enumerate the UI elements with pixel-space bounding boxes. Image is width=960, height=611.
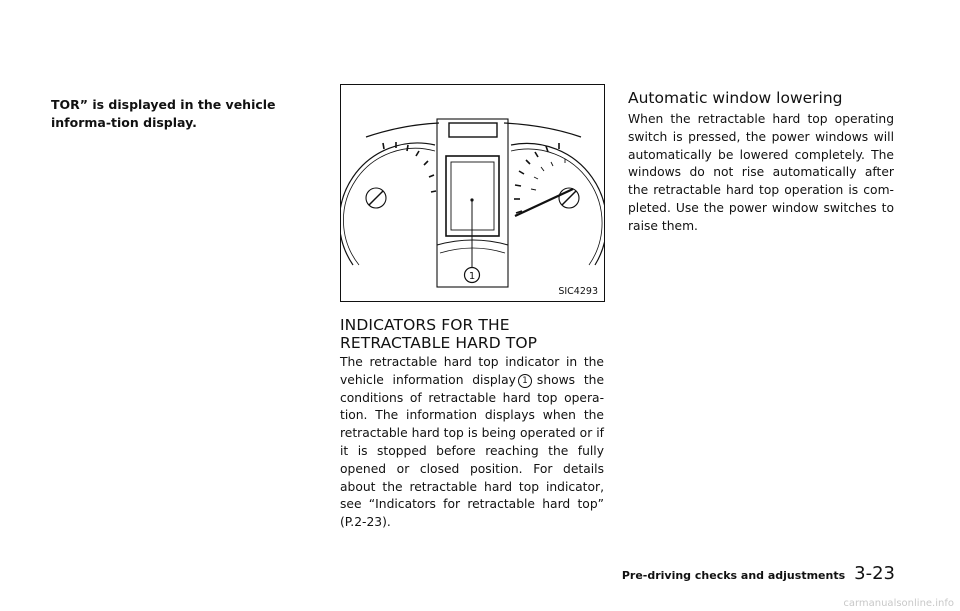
instrument-cluster-figure — [340, 84, 605, 302]
page-footer — [622, 563, 895, 584]
continued-paragraph: TOR” is displayed in the vehicle informa-tion display. — [51, 97, 276, 130]
section-body-start: The retractable hard top indicator in the vehicle information display — [340, 355, 604, 387]
footer-section-title: Pre-driving checks and adjustments — [621, 569, 846, 582]
side-body: When the retractable hard top operating switch is pressed, the power windows will automatically be lowered completely. The windows do not rise automatically after the retractable hard top operation is com-pleted. Use the power window switches to raise them. — [628, 112, 894, 233]
figure-id: SIC4293 — [558, 286, 598, 297]
section-body — [340, 354, 604, 532]
section-heading: INDICATORS FOR THE RETRACTABLE HARD TOP — [340, 316, 538, 352]
callout-marker: 1 — [518, 374, 532, 388]
watermark: carmanualsonline.info — [843, 598, 954, 609]
page-number: 3-23 — [854, 563, 895, 584]
section-body-end: shows the conditions of retractable hard top opera-tion. The information displays when the retractable hard top is being operated or if it is stopped before reaching the fully opened or closed position. For details about the retractable hard top indicator, see “Indicators for retractable hard top” (P.2-23). — [340, 372, 605, 530]
instrument-cluster-drawing — [341, 85, 604, 301]
figure-callout-label: 1 — [468, 271, 476, 282]
side-heading: Automatic window lowering — [628, 89, 843, 107]
